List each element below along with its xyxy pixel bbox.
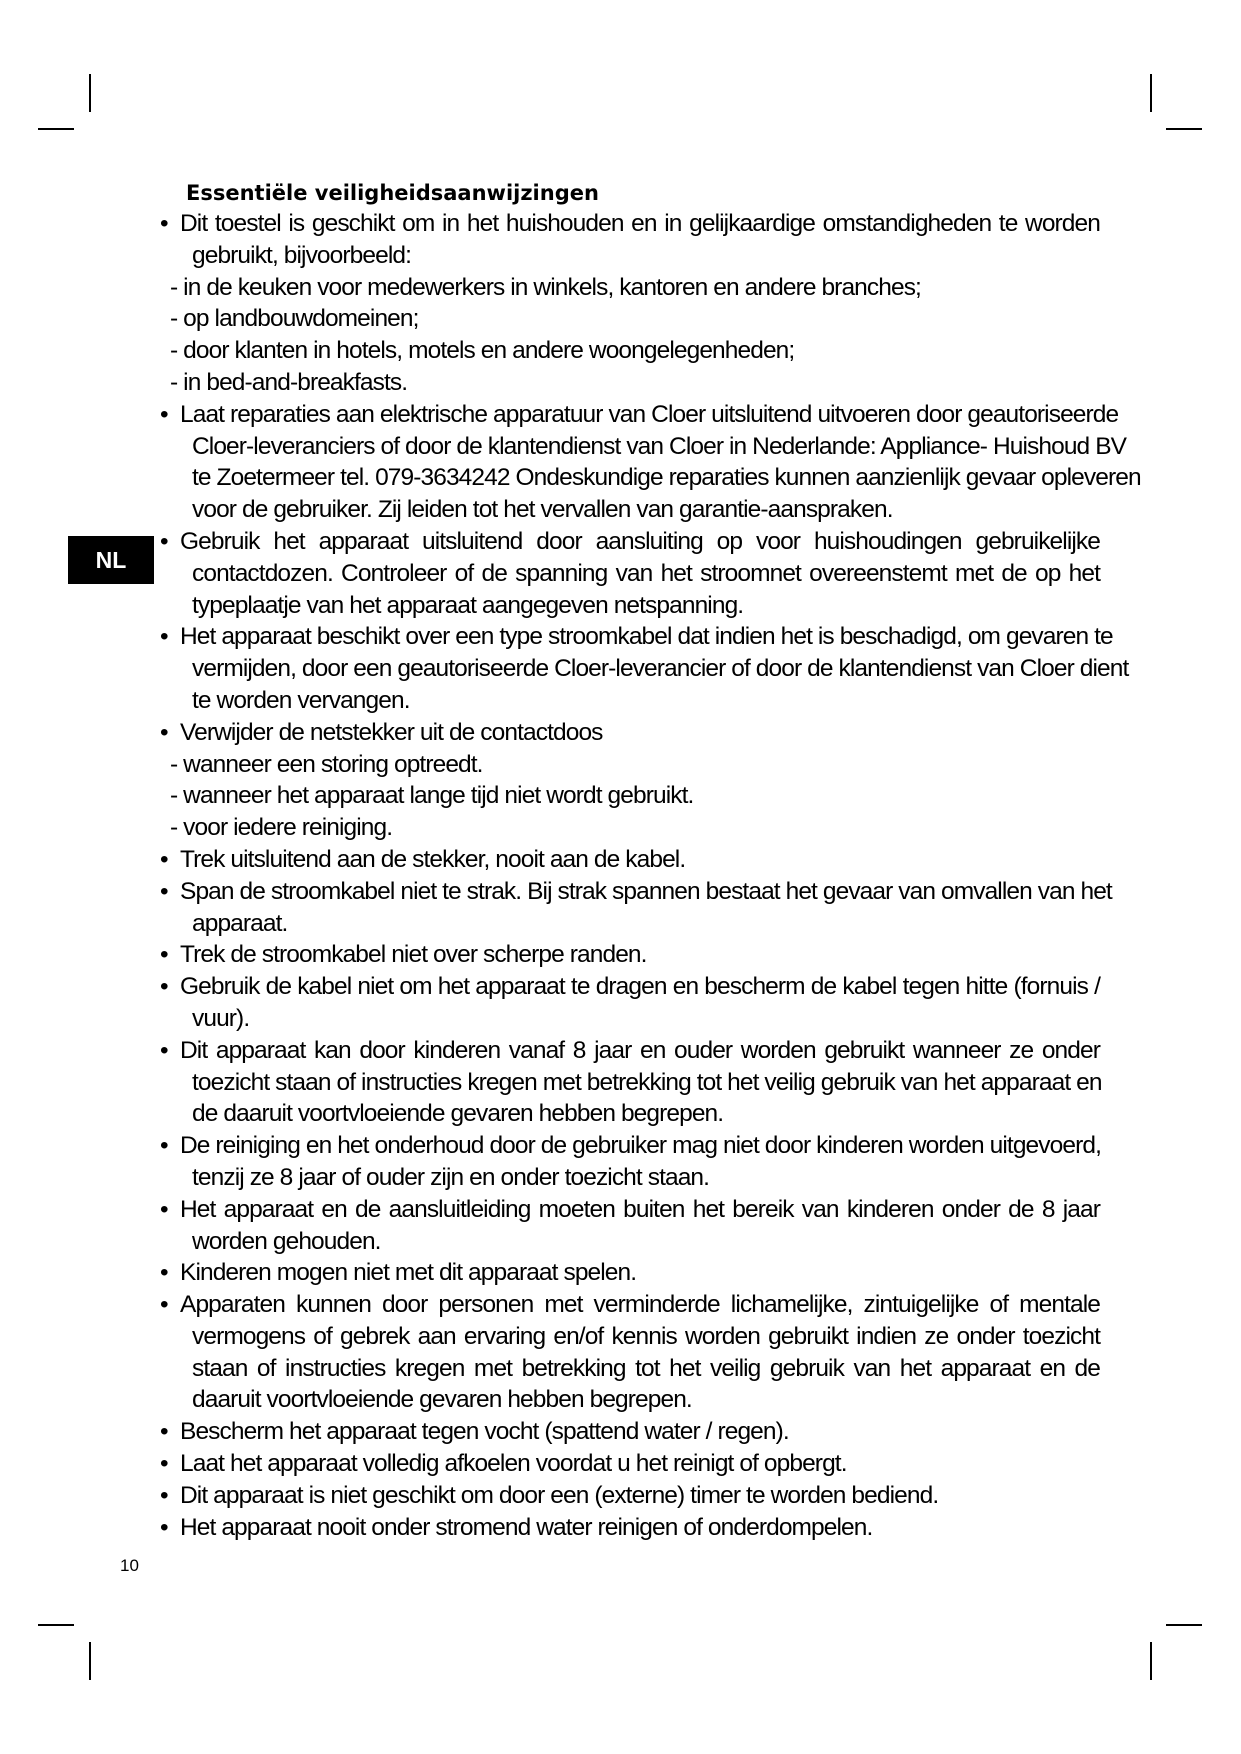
continuation-line: tenzij ze 8 jaar of ouder zijn en onder toezicht staan.: [192, 1163, 710, 1191]
bullet-mark: •: [160, 623, 168, 651]
instruction-lines: [160, 208, 1141, 1543]
crop-mark-bottom-right-v: [1150, 1642, 1152, 1680]
bullet-item: [160, 208, 1100, 240]
continuation-line: typeplaatje van het apparaat aangegeven netspanning.: [192, 591, 744, 619]
bullet-item: [160, 1257, 1100, 1289]
safety-instructions: [160, 180, 1141, 1543]
continuation-line: worden gehouden.: [192, 1227, 381, 1255]
bullet-item: [160, 621, 1113, 653]
sub-item: - voor iedere reiniging.: [170, 814, 393, 842]
crop-mark-top-right-v: [1150, 74, 1152, 112]
continuation-line: voor de gebruiker. Zij leiden tot het vervallen van garantie-aanspraken.: [192, 496, 893, 524]
continuation-line: vermogens of gebrek aan ervaring en/of kennis worden gebruikt indien ze onder toezicht: [192, 1322, 1100, 1350]
bullet-mark: •: [160, 1036, 168, 1064]
continuation-line: vuur).: [192, 1004, 250, 1032]
bullet-text: Bescherm het apparaat tegen vocht (spattend water / regen).: [180, 1418, 789, 1446]
bullet-item: [160, 844, 1100, 876]
bullet-mark: •: [160, 845, 168, 873]
bullet-text: Apparaten kunnen door personen met verminderde lichamelijke, zintuigelijke of mentale: [180, 1291, 1100, 1319]
continuation-line: te Zoetermeer tel. 079-3634242 Ondeskundige reparaties kunnen aanzienlijk gevaar opleveren: [192, 464, 1141, 492]
bullet-item: [160, 1512, 1100, 1544]
bullet-item: [160, 717, 1100, 749]
bullet-mark: •: [160, 210, 168, 237]
bullet-mark: •: [160, 1259, 168, 1287]
continuation-line: gebruikt, bijvoorbeeld:: [192, 241, 412, 269]
bullet-text: De reiniging en het onderhoud door de gebruiker mag niet door kinderen worden uitgevoerd,: [180, 1132, 1101, 1160]
crop-mark-top-left-h: [38, 128, 74, 130]
bullet-text: Het apparaat en de aansluitleiding moeten buiten het bereik van kinderen onder de 8 jaar: [180, 1195, 1100, 1223]
bullet-item: [160, 1416, 1100, 1448]
continuation-line: Cloer-leveranciers of door de klantendienst van Cloer in Nederlande: Appliance- Huishoud BV: [192, 432, 1127, 460]
bullet-item: [160, 1035, 1100, 1067]
bullet-mark: •: [160, 1450, 168, 1478]
bullet-text: Trek de stroomkabel niet over scherpe randen.: [180, 941, 647, 969]
continuation-line: te worden vervangen.: [192, 686, 410, 714]
bullet-text: Laat het apparaat volledig afkoelen voordat u het reinigt of opbergt.: [180, 1450, 847, 1478]
section-heading: Essentiële veiligheidsaanwijzingen: [186, 181, 599, 205]
bullet-item: [160, 876, 1112, 908]
bullet-mark: •: [160, 400, 168, 428]
bullet-item: [160, 399, 1119, 431]
sub-item: - wanneer het apparaat lange tijd niet wordt gebruikt.: [170, 782, 694, 810]
bullet-mark: •: [160, 527, 168, 555]
bullet-mark: •: [160, 1132, 168, 1160]
bullet-item: [160, 1194, 1100, 1226]
bullet-text: Het apparaat beschikt over een type stroomkabel dat indien het is beschadigd, om gevaren te: [180, 623, 1113, 651]
sub-item: - wanneer een storing optreedt.: [170, 750, 483, 778]
bullet-text: Span de stroomkabel niet te strak. Bij strak spannen bestaat het gevaar van omvallen van het: [180, 877, 1112, 905]
bullet-mark: •: [160, 718, 168, 746]
bullet-mark: •: [160, 1513, 168, 1541]
bullet-item: [160, 971, 1100, 1003]
bullet-mark: •: [160, 1291, 168, 1319]
bullet-mark: •: [160, 1481, 168, 1509]
bullet-text: Gebruik het apparaat uitsluitend door aansluiting op voor huishoudingen gebruikelijke: [180, 527, 1100, 555]
bullet-item: [160, 1130, 1100, 1162]
bullet-item: [160, 1480, 1100, 1512]
crop-mark-top-right-h: [1166, 128, 1202, 130]
continuation-line: vermijden, door een geautoriseerde Cloer-leverancier of door de klantendienst van Cloer dient: [192, 655, 1129, 683]
crop-mark-bottom-right-h: [1166, 1624, 1202, 1626]
bullet-text: Gebruik de kabel niet om het apparaat te dragen en bescherm de kabel tegen hitte (fornuis /: [180, 973, 1100, 1001]
bullet-mark: •: [160, 973, 168, 1001]
bullet-text: Laat reparaties aan elektrische apparatuur van Cloer uitsluitend uitvoeren door geautoriseerde: [180, 400, 1119, 428]
bullet-item: [160, 1289, 1100, 1321]
language-tab: [68, 536, 154, 584]
continuation-line: staan of instructies kregen met betrekking tot het veilig gebruik van het apparaat en de: [192, 1354, 1100, 1382]
page-number: 10: [120, 1556, 139, 1575]
sub-item: - in bed-and-breakfasts.: [170, 368, 408, 396]
bullet-text: Dit apparaat kan door kinderen vanaf 8 jaar en ouder worden gebruikt wanneer ze onder: [180, 1036, 1100, 1064]
bullet-text: Kinderen mogen niet met dit apparaat spelen.: [180, 1259, 637, 1287]
bullet-mark: •: [160, 877, 168, 905]
bullet-mark: •: [160, 941, 168, 969]
continuation-line: contactdozen. Controleer of de spanning van het stroomnet overeenstemt met de op het: [192, 559, 1100, 587]
language-tab-label: NL: [95, 546, 127, 573]
crop-mark-top-left-v: [89, 74, 91, 112]
crop-mark-bottom-left-v: [89, 1642, 91, 1680]
bullet-item: [160, 939, 1100, 971]
bullet-text: Dit toestel is geschikt om in het huishouden en in gelijkaardige omstandigheden te worden: [180, 210, 1100, 237]
bullet-item: [160, 1448, 1100, 1480]
bullet-mark: •: [160, 1195, 168, 1223]
bullet-mark: •: [160, 1418, 168, 1446]
crop-mark-bottom-left-h: [38, 1624, 74, 1626]
bullet-text: Verwijder de netstekker uit de contactdoos: [180, 718, 603, 746]
continuation-line: apparaat.: [192, 909, 288, 937]
bullet-item: [160, 526, 1100, 558]
sub-item: - op landbouwdomeinen;: [170, 305, 419, 333]
bullet-text: Dit apparaat is niet geschikt om door een (externe) timer te worden bediend.: [180, 1481, 939, 1509]
continuation-line: toezicht staan of instructies kregen met betrekking tot het veilig gebruik van het apparaat en: [192, 1068, 1102, 1096]
bullet-text: Trek uitsluitend aan de stekker, nooit aan de kabel.: [180, 845, 686, 873]
continuation-line: daaruit voortvloeiende gevaren hebben begrepen.: [192, 1386, 692, 1414]
bullet-text: Het apparaat nooit onder stromend water reinigen of onderdompelen.: [180, 1513, 873, 1541]
sub-item: - door klanten in hotels, motels en andere woongelegenheden;: [170, 337, 795, 365]
sub-item: - in de keuken voor medewerkers in winkels, kantoren en andere branches;: [170, 273, 921, 301]
continuation-line: de daaruit voortvloeiende gevaren hebben begrepen.: [192, 1100, 724, 1128]
